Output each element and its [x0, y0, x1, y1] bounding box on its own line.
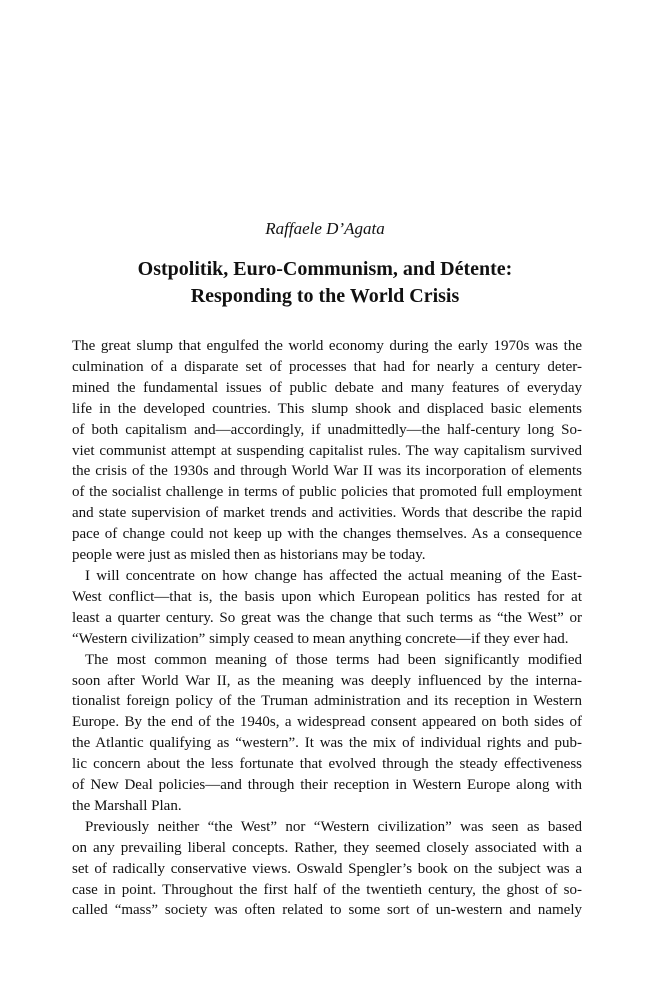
- text-line: of both capitalism and—accordingly, if unadmittedly—the half-century long So-: [72, 421, 582, 438]
- text-line: the crisis of the 1930s and through World War II was its incorporation of elements: [72, 463, 582, 480]
- text-line: the Marshall Plan.: [72, 797, 182, 814]
- text-line: on any prevailing liberal concepts. Rather, they seemed closely associated with a: [72, 839, 582, 856]
- paragraph: [72, 817, 582, 922]
- paragraph: [72, 566, 582, 650]
- chapter-title: [0, 256, 650, 310]
- paragraph: [72, 336, 582, 566]
- text-line: called “mass” society was often related to some sort of un-western and namely: [72, 902, 582, 919]
- chapter-title-line-1: Ostpolitik, Euro-Communism, and Détente:: [137, 258, 513, 280]
- paragraph: [72, 650, 582, 817]
- text-line: the Atlantic qualifying as “western”. It was the mix of individual rights and pub-: [72, 735, 582, 752]
- text-line: Previously neither “the West” nor “Western civilization” was seen as based: [85, 818, 582, 835]
- text-line: and state supervision of market trends and activities. Words that describe the rapid: [72, 505, 582, 522]
- text-line: Europe. By the end of the 1940s, a widespread consent appeared on both sides of: [72, 714, 582, 731]
- text-line: I will concentrate on how change has affected the actual meaning of the East-: [85, 567, 582, 584]
- text-line: pace of change could not keep up with the changes themselves. As a consequence: [72, 526, 582, 543]
- text-line: of the socialist challenge in terms of public policies that promoted full employment: [72, 484, 582, 501]
- text-line: The most common meaning of those terms had been significantly modified: [85, 651, 582, 668]
- text-line: of New Deal policies—and through their reception in Western Europe along with: [72, 777, 582, 794]
- text-line: mined the fundamental issues of public debate and many features of everyday: [72, 379, 582, 396]
- body-text: [72, 336, 582, 921]
- text-line: case in point. Throughout the first half of the twentieth century, the ghost of so-: [72, 881, 582, 898]
- text-line: lic concern about the less fortunate that evolved through the steady effectiveness: [72, 756, 582, 773]
- author-name: Raffaele D’Agata: [265, 219, 385, 238]
- text-line: culmination of a disparate set of processes that had for nearly a century deter-: [72, 358, 582, 375]
- text-line: life in the developed countries. This slump shook and displaced basic elements: [72, 400, 582, 417]
- text-line: least a quarter century. So great was the change that such terms as “the West” or: [72, 609, 582, 626]
- text-line: people were just as misled then as historians may be today.: [72, 547, 426, 564]
- text-line: “Western civilization” simply ceased to mean anything concrete—if they ever had.: [72, 630, 569, 647]
- text-line: The great slump that engulfed the world economy during the early 1970s was the: [72, 338, 582, 354]
- text-line: West conflict—that is, the basis upon which European politics has rested for at: [72, 588, 582, 605]
- text-line: viet communist attempt at suspending capitalist rules. The way capitalism survived: [72, 442, 582, 459]
- chapter-title-line-2: Responding to the World Crisis: [190, 285, 460, 307]
- text-line: set of radically conservative views. Oswald Spengler’s book on the subject was a: [72, 860, 582, 877]
- text-line: soon after World War II, as the meaning was deeply influenced by the interna-: [72, 672, 582, 689]
- text-line: tionalist foreign policy of the Truman administration and its reception in Western: [72, 693, 582, 710]
